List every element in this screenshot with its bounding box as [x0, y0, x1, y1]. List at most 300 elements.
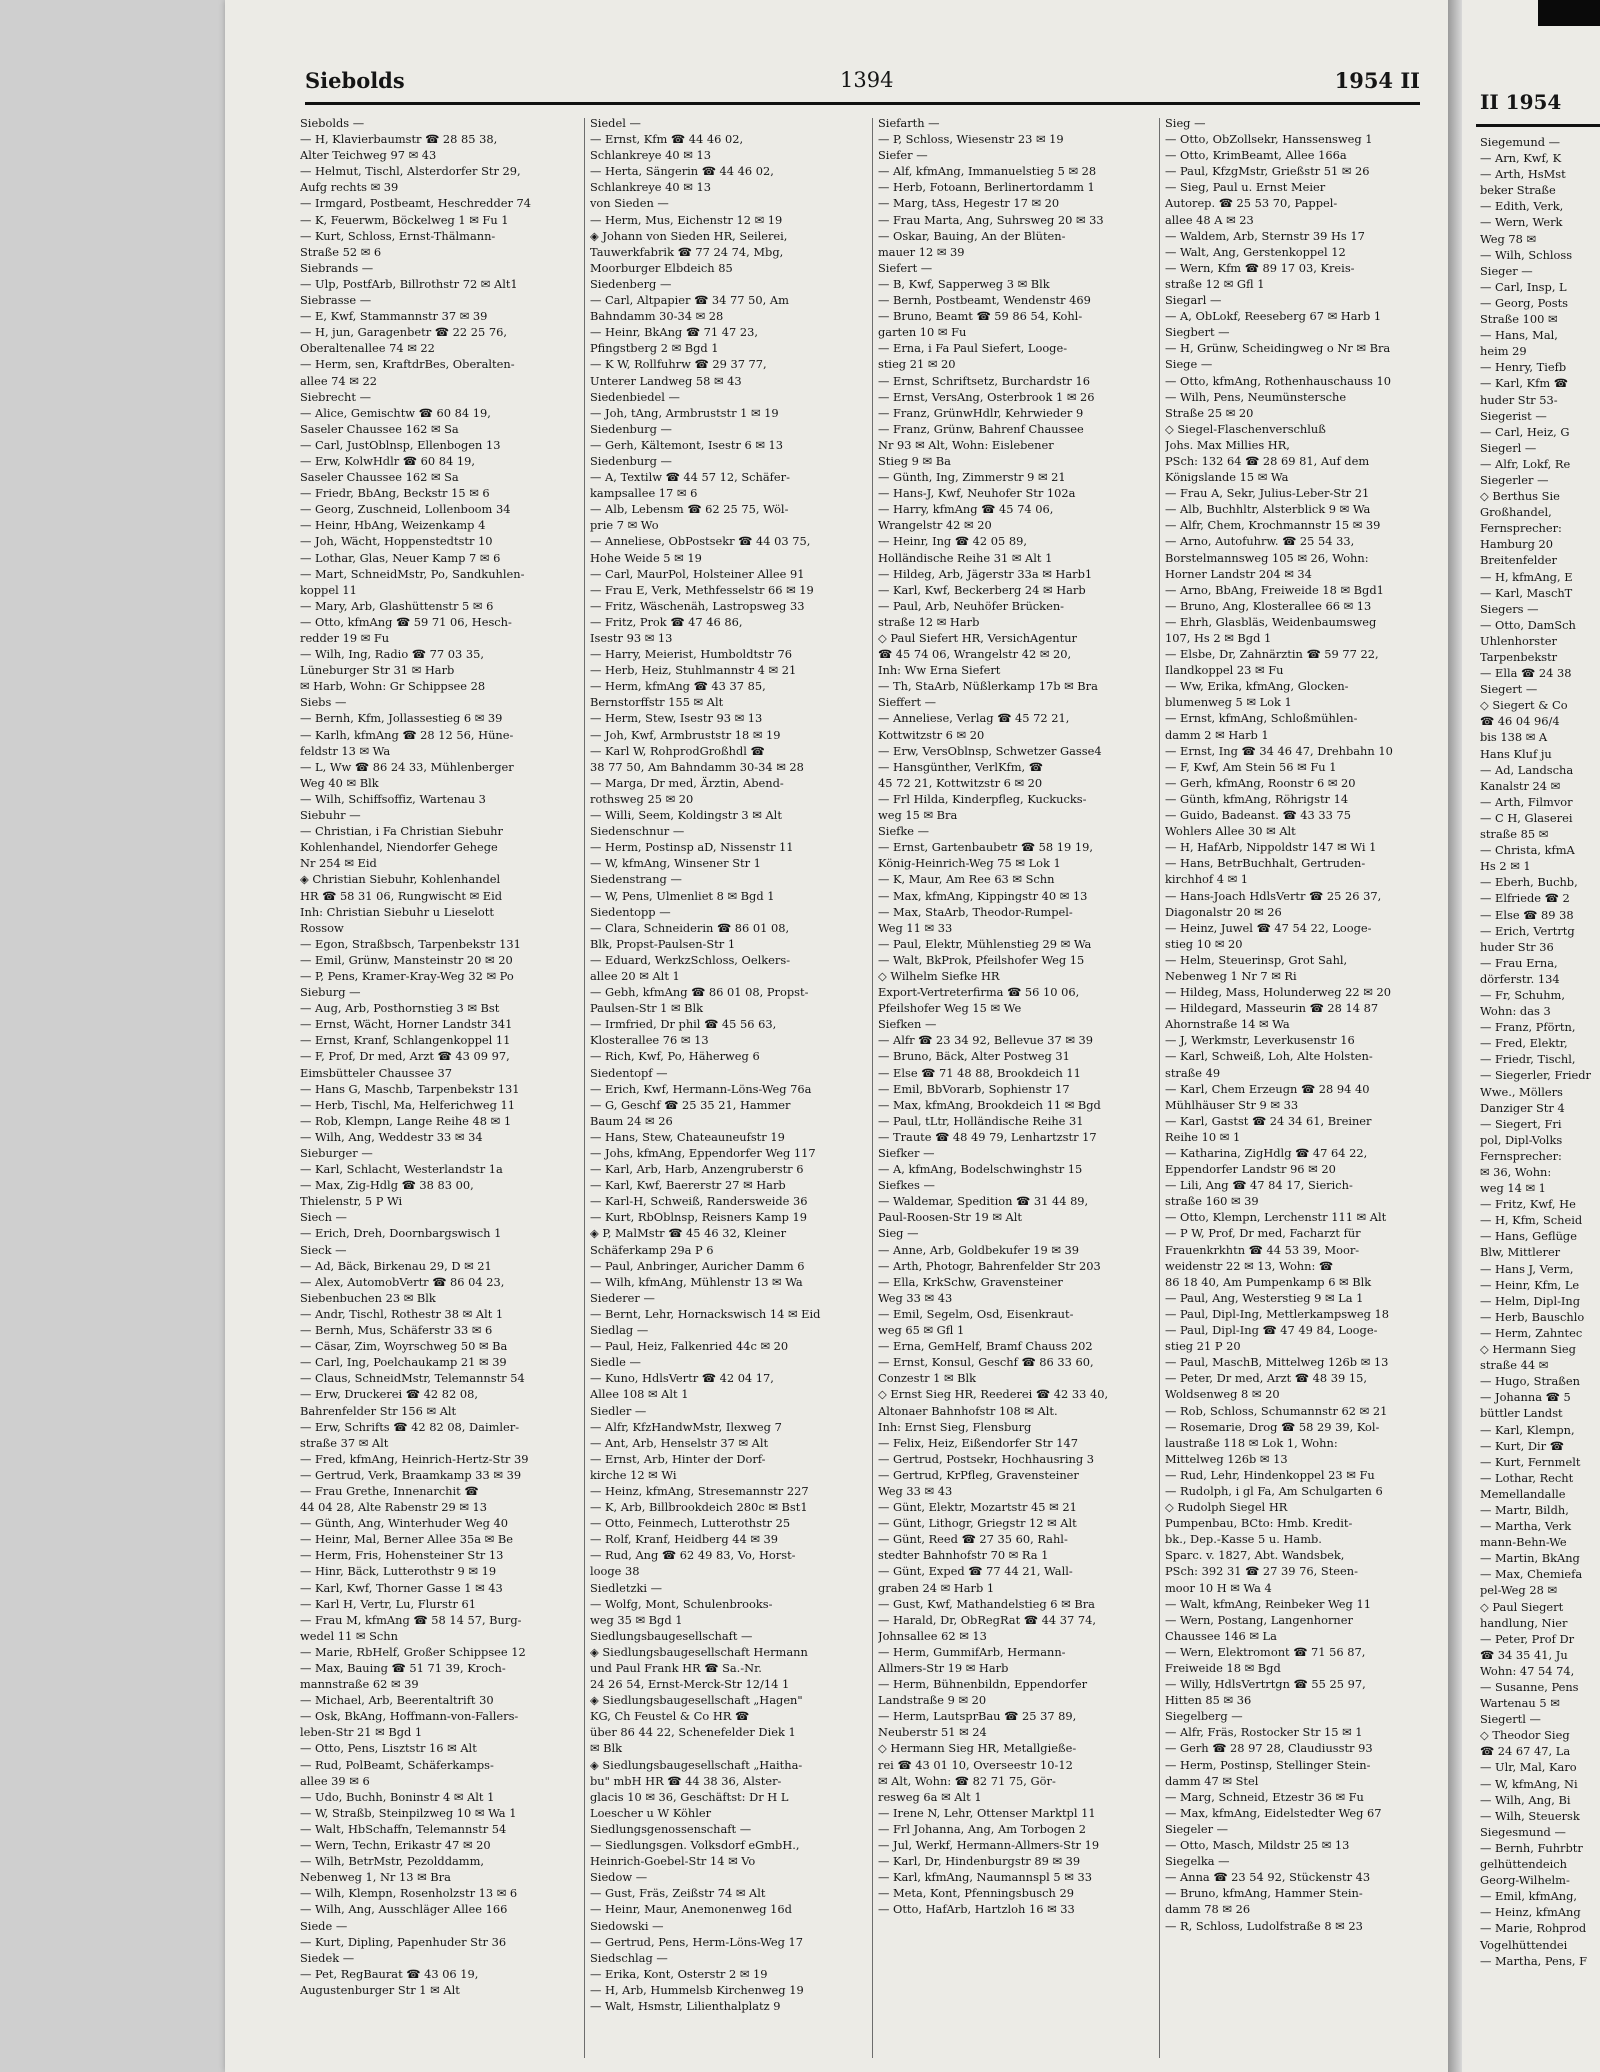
next-page-entry-line: — Fritz, Kwf, He	[1480, 1197, 1576, 1212]
directory-entry-line: — Paul, Heiz, Falkenried 44c ✉ 20	[590, 1339, 789, 1354]
directory-entry-line: weg 15 ✉ Bra	[878, 808, 958, 823]
directory-entry-line: — H, jun, Garagenbetr ☎ 22 25 76,	[300, 325, 507, 340]
directory-entry-line: — Karlh, kfmAng ☎ 28 12 56, Hüne-	[300, 727, 514, 742]
directory-entry-line: — Ant, Arb, Henselstr 37 ✉ Alt	[590, 1435, 769, 1450]
directory-entry-line: — Ad, Bäck, Birkenau 29, D ✉ 21	[300, 1258, 492, 1273]
next-page-entry-line: — Johanna ☎ 5	[1480, 1390, 1571, 1405]
next-page-entry-line: — Karl, Klempn,	[1480, 1422, 1575, 1437]
directory-entry-line: — Marg, tAss, Hegestr 17 ✉ 20	[878, 196, 1060, 211]
directory-entry-line: — Udo, Buchh, Boninstr 4 ✉ Alt 1	[300, 1789, 495, 1804]
directory-entry-line: Schäferkamp 29a P 6	[590, 1242, 714, 1257]
directory-entry-line: — Cäsar, Zim, Woyrschweg 50 ✉ Ba	[300, 1339, 508, 1354]
directory-entry-line: — Felix, Heiz, Eißendorfer Str 147	[878, 1435, 1078, 1450]
next-page-entry-line: ✉ 36, Wohn:	[1480, 1165, 1552, 1179]
directory-entry-line: 44 04 28, Alte Rabenstr 29 ✉ 13	[300, 1500, 488, 1515]
directory-entry-line: Landstraße 9 ✉ 20	[878, 1693, 987, 1708]
directory-entry-line: — W, kfmAng, Winsener Str 1	[590, 856, 761, 871]
directory-entry-line: — Harry, Meierist, Humboldtstr 76	[590, 647, 793, 662]
next-page-entry-line: Siegesmund —	[1480, 1824, 1566, 1839]
directory-entry-line: — Otto, Klempn, Lerchenstr 111 ✉ Alt	[1165, 1210, 1387, 1225]
directory-entry-line: — F, Prof, Dr med, Arzt ☎ 43 09 97,	[300, 1049, 510, 1064]
directory-entry-line: — Rob, Schloss, Schumannstr 62 ✉ 21	[1165, 1403, 1388, 1418]
directory-entry-line: — Otto, Feinmech, Lutterothstr 25	[590, 1516, 791, 1531]
directory-entry-line: Export-Vertreterfirma ☎ 56 10 06,	[878, 985, 1080, 1000]
directory-entry-line: — Clara, Schneiderin ☎ 86 01 08,	[590, 920, 790, 935]
next-page-entry-line: Weg 78 ✉	[1480, 231, 1537, 246]
directory-entry-line: Siefkes —	[878, 1178, 935, 1193]
page-header	[305, 62, 1420, 102]
directory-entry-line: weidenstr 22 ✉ 13, Wohn: ☎	[1165, 1258, 1334, 1273]
directory-entry-line: — Günth, Ing, Zimmerstr 9 ✉ 21	[878, 470, 1066, 485]
directory-entry-line: — Paul, Arb, Neuhöfer Brücken-	[878, 598, 1064, 613]
next-page-entry-line: weg 14 ✉ 1	[1480, 1181, 1546, 1196]
directory-entry-line: — Anna ☎ 23 54 92, Stückenstr 43	[1165, 1870, 1371, 1885]
directory-entry-line: — Waldem, Arb, Sternstr 39 Hs 17	[1165, 228, 1365, 243]
next-page-entry-line: — Wilh, Steuersk	[1480, 1808, 1580, 1823]
directory-entry-line: Siegarl —	[1165, 293, 1222, 308]
directory-entry-line: Johnsallee 62 ✉ 13	[878, 1628, 987, 1643]
next-page-entry-line: — Otto, DamSch	[1480, 617, 1576, 632]
directory-entry-line: looge 38	[590, 1564, 640, 1579]
directory-entry-line: — Herm, kfmAng ☎ 43 37 85,	[590, 679, 766, 694]
directory-entry-line: Allmers-Str 19 ✉ Harb	[878, 1661, 1009, 1675]
directory-entry-line: Loescher u W Köhler	[590, 1805, 712, 1820]
next-page-edge	[1462, 0, 1600, 2072]
directory-entry-line: HR ☎ 58 31 06, Rungwischt ✉ Eid	[300, 888, 503, 903]
directory-entry-line: über 86 44 22, Schenefelder Diek 1	[590, 1725, 796, 1740]
directory-entry-line: — Paul, MaschB, Mittelweg 126b ✉ 13	[1165, 1355, 1389, 1370]
directory-entry-line: Bahndamm 30-34 ✉ 28	[590, 309, 724, 324]
directory-entry-line: Nr 254 ✉ Eid	[300, 856, 377, 871]
directory-entry-line: Pumpenbau, BCto: Hmb. Kredit-	[1165, 1516, 1353, 1531]
directory-entry-line: — Günth, kfmAng, Röhrigstr 14	[1165, 791, 1349, 806]
next-page-entry-line: — Marie, Rohprod	[1480, 1921, 1587, 1936]
directory-entry-line: — Karl, Dr, Hindenburgstr 89 ✉ 39	[878, 1854, 1081, 1869]
directory-entry-line: — Gertrud, Verk, Braamkamp 33 ✉ 39	[300, 1467, 522, 1482]
directory-entry-line: — Gertrud, Postsekr, Hochhausring 3	[878, 1451, 1094, 1466]
directory-entry-line: — Hinr, Bäck, Lutterothstr 9 ✉ 19	[300, 1564, 497, 1579]
directory-entry-line: — Th, StaArb, Nüßlerkamp 17b ✉ Bra	[878, 679, 1098, 694]
directory-entry-line: — A, kfmAng, Bodelschwinghstr 15	[878, 1162, 1083, 1177]
directory-entry-line: Siedenstrang —	[590, 872, 682, 887]
next-page-entry-line: — Karl, MaschT	[1480, 585, 1573, 600]
directory-entry-line: — A, ObLokf, Reeseberg 67 ✉ Harb 1	[1165, 309, 1382, 324]
directory-entry-line: Frauenkrkhtn ☎ 44 53 39, Moor-	[1165, 1242, 1360, 1257]
directory-entry-line: — Karl, Kwf, Baererstr 27 ✉ Harb	[590, 1178, 786, 1193]
next-page-entry-line: pel-Weg 28 ✉	[1480, 1583, 1557, 1598]
column-divider	[872, 118, 873, 2058]
directory-entry-line: Conzestr 1 ✉ Blk	[878, 1371, 977, 1386]
directory-entry-line: — Wilh, Ing, Radio ☎ 77 03 35,	[300, 647, 484, 662]
directory-entry-line: 38 77 50, Am Bahndamm 30-34 ✉ 28	[590, 759, 804, 774]
directory-entry-line: Klosterallee 76 ✉ 13	[590, 1033, 709, 1048]
next-page-entry-line: — Heinz, kfmAng	[1480, 1905, 1581, 1920]
directory-entry-line: — Heinr, Ing ☎ 42 05 89,	[878, 534, 1028, 549]
directory-entry-line: Altonaer Bahnhofstr 108 ✉ Alt.	[878, 1403, 1058, 1418]
directory-entry-line: prie 7 ✉ Wo	[590, 518, 659, 533]
directory-entry-line: — Alfr ☎ 23 34 92, Bellevue 37 ✉ 39	[878, 1033, 1093, 1048]
directory-entry-line: stieg 10 ✉ 20	[1165, 936, 1243, 951]
directory-entry-line: — Alice, Gemischtw ☎ 60 84 19,	[300, 405, 491, 420]
directory-entry-line: — Herm, Stew, Isestr 93 ✉ 13	[590, 711, 763, 726]
next-page-entry-line: — Martha, Pens, F	[1480, 1953, 1588, 1968]
directory-entry-line: — Bernt, Lehr, Hornackswisch 14 ✉ Eid	[590, 1306, 821, 1321]
directory-entry-line: — Carl, Ing, Poelchaukamp 21 ✉ 39	[300, 1355, 507, 1370]
next-page-entry-line: — Bernh, Fuhrbtr	[1480, 1840, 1583, 1855]
directory-entry-line: — Georg, Zuschneid, Lollenboom 34	[300, 502, 511, 517]
directory-entry-line: — Jul, Werkf, Hermann-Allmers-Str 19	[878, 1838, 1100, 1853]
directory-entry-line: Siedle —	[590, 1355, 641, 1370]
next-page-entry-line: Fernsprecher:	[1480, 521, 1562, 536]
directory-entry-line: — Paul, Elektr, Mühlenstieg 29 ✉ Wa	[878, 936, 1092, 951]
directory-entry-line: Pfingstberg 2 ✉ Bgd 1	[590, 341, 719, 356]
directory-entry-line: — Herta, Sängerin ☎ 44 46 02,	[590, 164, 774, 179]
directory-entry-line: — Max, StaArb, Theodor-Rumpel-	[878, 904, 1073, 919]
directory-entry-line: Siederer —	[590, 1290, 655, 1305]
directory-entry-line: koppel 11	[300, 582, 357, 597]
next-page-column	[1480, 134, 1600, 1969]
next-page-entry-line: — Christa, kfmA	[1480, 843, 1575, 858]
next-page-entry-line: — Hans, Mal,	[1480, 328, 1558, 343]
directory-entry-line: Siedenburg —	[590, 421, 672, 436]
next-page-entry-line: Siegerl —	[1480, 440, 1537, 455]
directory-entry-line: Siefker —	[878, 1146, 935, 1160]
next-page-entry-line: ☎ 46 04 96/4	[1480, 714, 1560, 729]
directory-entry-line: — Willi, Seem, Koldingstr 3 ✉ Alt	[590, 808, 782, 823]
directory-entry-line: Siedowski —	[590, 1918, 664, 1933]
directory-entry-line: — Max, kfmAng, Brookdeich 11 ✉ Bgd	[878, 1097, 1101, 1112]
directory-entry-line: — B, Kwf, Sapperweg 3 ✉ Blk	[878, 276, 1050, 291]
directory-entry-line: Siedler —	[590, 1403, 647, 1418]
next-page-entry-line: — Eberh, Buchb,	[1480, 875, 1578, 890]
directory-entry-line: — Karl, Schlacht, Westerlandstr 1a	[300, 1162, 503, 1177]
next-page-entry-line: — Ulr, Mal, Karo	[1480, 1760, 1577, 1775]
next-page-entry-line: Vogelhüttendei	[1480, 1937, 1568, 1952]
directory-entry-line: — Emil, Segelm, Osd, Eisenkraut-	[878, 1306, 1074, 1321]
directory-entry-line: Schlankreye 40 ✉ 13	[590, 180, 711, 195]
directory-entry-line: — Guido, Badeanst. ☎ 43 33 75	[1165, 808, 1351, 823]
running-head-name: Siebolds	[305, 68, 405, 93]
directory-entry-line: — G, Geschf ☎ 25 35 21, Hammer	[590, 1097, 791, 1112]
directory-entry-line: — Gerh ☎ 28 97 28, Claudiusstr 93	[1165, 1741, 1373, 1756]
directory-entry-line: — Rob, Klempn, Lange Reihe 48 ✉ 1	[300, 1113, 512, 1128]
next-page-header-rule	[1476, 124, 1600, 127]
directory-entry-line: — Wilh, Ang, Weddestr 33 ✉ 34	[300, 1129, 483, 1144]
next-page-entry-line: — Alfr, Lokf, Re	[1480, 456, 1571, 471]
directory-entry-line: Sieburger —	[300, 1146, 373, 1160]
directory-entry-line: — Ulp, PostfArb, Billrothstr 72 ✉ Alt1	[300, 276, 518, 291]
next-page-entry-line: Sieger —	[1480, 263, 1533, 278]
directory-entry-line: — Anneliese, Verlag ☎ 45 72 21,	[878, 711, 1070, 726]
directory-entry-line: Tauwerkfabrik ☎ 77 24 74, Mbg,	[590, 244, 784, 259]
directory-entry-line: Siedschlag —	[590, 1950, 668, 1965]
next-page-entry-line: Hs 2 ✉ 1	[1480, 859, 1531, 874]
directory-entry-line: — Joh, Wächt, Hoppenstedtstr 10	[300, 534, 493, 549]
directory-entry-line: — Anne, Arb, Goldbekufer 19 ✉ 39	[878, 1242, 1080, 1257]
directory-entry-line: — K, Feuerwm, Böckelweg 1 ✉ Fu 1	[300, 212, 509, 227]
directory-entry-line: — Rudolph, i gl Fa, Am Schulgarten 6	[1165, 1483, 1383, 1498]
directory-entry-line: PSch: 392 31 ☎ 27 39 76, Steen-	[1165, 1564, 1358, 1579]
directory-entry-line: — Bernh, Kfm, Jollassestieg 6 ✉ 39	[300, 711, 503, 726]
directory-entry-line: — Walt, HbSchaffn, Telemannstr 54	[300, 1821, 507, 1836]
directory-entry-line: Siedenschnur —	[590, 824, 685, 839]
directory-entry-line: weg 65 ✉ Gfl 1	[878, 1323, 965, 1338]
directory-entry-line: ◇ Siegel-Flaschenverschluß	[1165, 421, 1326, 436]
directory-entry-line: — Andr, Tischl, Rothestr 38 ✉ Alt 1	[300, 1306, 504, 1321]
directory-entry-line: — Wilh, Klempn, Rosenholzstr 13 ✉ 6	[300, 1886, 518, 1901]
directory-entry-line: Siefken —	[878, 1017, 937, 1032]
directory-entry-line: Weg 11 ✉ 33	[878, 920, 953, 935]
directory-entry-line: — Gust, Fräs, Zeißstr 74 ✉ Alt	[590, 1886, 766, 1901]
directory-entry-line: — Erw, VersOblnsp, Schwetzer Gasse4	[878, 743, 1102, 758]
directory-entry-line: mauer 12 ✉ 39	[878, 244, 965, 259]
directory-entry-line: — Claus, SchneidMstr, Telemannstr 54	[300, 1371, 525, 1386]
next-page-entry-line: — Martin, BkAng	[1480, 1551, 1580, 1566]
next-page-entry-line: gelhüttendeich	[1480, 1857, 1567, 1872]
directory-entry-line: — P, Schloss, Wiesenstr 23 ✉ 19	[878, 132, 1064, 147]
directory-entry-line: — Erw, Druckerei ☎ 42 82 08,	[300, 1387, 478, 1402]
next-page-entry-line: — Karl, Kfm ☎	[1480, 376, 1568, 391]
directory-entry-line: ◈ Christian Siebuhr, Kohlenhandel	[300, 872, 501, 887]
directory-entry-line: Siedletzki —	[590, 1580, 662, 1595]
next-page-entry-line: Georg-Wilhelm-	[1480, 1873, 1570, 1888]
directory-entry-line: — Erich, Dreh, Doornbargswisch 1	[300, 1226, 502, 1241]
next-page-entry-line: — Frau Erna,	[1480, 955, 1558, 970]
next-page-entry-line: huder Str 36	[1480, 939, 1554, 954]
directory-entry-line: Siegbert —	[1165, 325, 1230, 340]
directory-entry-line: — W, Straßb, Steinpilzweg 10 ✉ Wa 1	[300, 1805, 517, 1820]
directory-entry-line: — Frau Grethe, Innenarchit ☎	[300, 1483, 479, 1498]
directory-entry-line: Saseler Chaussee 162 ✉ Sa	[300, 470, 459, 485]
directory-entry-line: straße 160 ✉ 39	[1165, 1194, 1259, 1209]
next-page-entry-line: — Arth, HsMst	[1480, 167, 1566, 182]
directory-entry-line: — Hans G, Maschb, Tarpenbekstr 131	[300, 1081, 520, 1096]
next-page-entry-line: — Siegerler, Friedr	[1480, 1068, 1591, 1083]
directory-entry-line: straße 49	[1165, 1065, 1221, 1080]
directory-entry-line: — Alfr, Chem, Krochmannstr 15 ✉ 39	[1165, 518, 1381, 533]
directory-entry-line: — Karl H, Vertr, Lu, Flurstr 61	[300, 1596, 477, 1611]
directory-entry-line: — Oskar, Bauing, An der Blüten-	[878, 228, 1066, 243]
directory-entry-line: — Max, Bauing ☎ 51 71 39, Kroch-	[300, 1661, 506, 1675]
directory-entry-line: glacis 10 ✉ 36, Geschäftst: Dr H L	[590, 1789, 789, 1804]
directory-entry-line: — H, HafArb, Nippoldstr 147 ✉ Wi 1	[1165, 840, 1377, 855]
directory-entry-line: — Alex, AutomobVertr ☎ 86 04 23,	[300, 1274, 505, 1289]
directory-entry-line: — Christian, i Fa Christian Siebuhr	[300, 824, 503, 839]
directory-entry-line: — Rud, Lehr, Hindenkoppel 23 ✉ Fu	[1165, 1467, 1375, 1482]
next-page-entry-line: Breitenfelder	[1480, 553, 1557, 568]
running-head-year: 1954 II	[1334, 68, 1420, 93]
next-page-entry-line: — Martr, Bildh,	[1480, 1502, 1569, 1517]
next-page-entry-line: Wohn: 47 54 74,	[1480, 1663, 1575, 1678]
directory-entry-line: Unterer Landweg 58 ✉ 43	[590, 373, 742, 388]
column-4	[1165, 115, 1447, 2055]
directory-entry-line: Blk, Propst-Paulsen-Str 1	[590, 936, 736, 951]
directory-entry-line: Mühlhäuser Str 9 ✉ 33	[1165, 1097, 1299, 1112]
directory-entry-line: Neuberstr 51 ✉ 24	[878, 1725, 987, 1740]
directory-entry-line: Wohlers Allee 30 ✉ Alt	[1165, 824, 1296, 839]
directory-entry-line: Paulsen-Str 1 ✉ Blk	[590, 1001, 704, 1016]
directory-entry-line: — K, Arb, Billbrookdeich 280c ✉ Bst1	[590, 1500, 808, 1515]
directory-entry-line: 45 72 21, Kottwitzstr 6 ✉ 20	[878, 775, 1043, 790]
directory-entry-line: — Otto, HafArb, Hartzloh 16 ✉ 33	[878, 1902, 1075, 1917]
directory-entry-line: Borstelmannsweg 105 ✉ 26, Wohn:	[1165, 550, 1369, 565]
directory-entry-line: — Carl, Altpapier ☎ 34 77 50, Am	[590, 293, 789, 308]
directory-entry-line: — Hans-Joach HdlsVertr ☎ 25 26 37,	[1165, 888, 1382, 903]
directory-entry-line: — Heinr, Maur, Anemonenweg 16d	[590, 1902, 792, 1917]
next-page-entry-line: — Carl, Insp, L	[1480, 279, 1567, 294]
next-page-entry-line: — Kurt, Fernmelt	[1480, 1454, 1581, 1469]
directory-entry-line: Kohlenhandel, Niendorfer Gehege	[300, 840, 498, 855]
directory-entry-line: Baum 24 ✉ 26	[590, 1113, 673, 1128]
directory-entry-line: Siedlag —	[590, 1323, 649, 1338]
directory-entry-line: — Otto, Masch, Mildstr 25 ✉ 13	[1165, 1838, 1350, 1853]
directory-entry-line: — Harry, kfmAng ☎ 45 74 06,	[878, 502, 1054, 517]
directory-entry-line: — H, Arb, Hummelsb Kirchenweg 19	[590, 1982, 804, 1997]
column-divider	[584, 118, 585, 2058]
directory-entry-line: — Otto, KrimBeamt, Allee 166a	[1165, 148, 1347, 163]
directory-entry-line: — Irmfried, Dr phil ☎ 45 56 63,	[590, 1017, 777, 1032]
next-page-entry-line: — Emil, kfmAng,	[1480, 1889, 1578, 1904]
directory-entry-line: Paul-Roosen-Str 19 ✉ Alt	[878, 1210, 1023, 1225]
directory-entry-line: Straße 52 ✉ 6	[300, 244, 382, 259]
next-page-entry-line: — Wilh, Ang, Bi	[1480, 1792, 1571, 1807]
directory-entry-line: Eppendorfer Landstr 96 ✉ 20	[1165, 1162, 1336, 1177]
directory-entry-line: Siedentopf —	[590, 1065, 668, 1080]
directory-entry-line: — Rud, PolBeamt, Schäferkamps-	[300, 1757, 494, 1772]
next-page-entry-line: mann-Behn-We	[1480, 1535, 1567, 1550]
directory-entry-line: — Ernst, Wächt, Horner Landstr 341	[300, 1017, 513, 1032]
next-page-entry-line: pol, Dipl-Volks	[1480, 1132, 1563, 1147]
next-page-entry-line: — Hans, Geflüge	[1480, 1229, 1577, 1244]
directory-entry-line: — Bernh, Postbeamt, Wendenstr 469	[878, 293, 1091, 308]
directory-entry-line: — Alf, kfmAng, Immanuelstieg 5 ✉ 28	[878, 164, 1097, 179]
directory-entry-line: — Herm, Fris, Hohensteiner Str 13	[300, 1548, 504, 1563]
directory-entry-line: — Herb, Fotoann, Berlinertordamm 1	[878, 180, 1095, 195]
directory-entry-line: — Günt, Elektr, Mozartstr 45 ✉ 21	[878, 1500, 1077, 1515]
directory-entry-line: — Wilh, kfmAng, Mühlenstr 13 ✉ Wa	[590, 1274, 803, 1289]
directory-entry-line: — E, Kwf, Stammannstr 37 ✉ 39	[300, 309, 488, 324]
directory-entry-line: — Gerh, kfmAng, Roonstr 6 ✉ 20	[1165, 775, 1356, 790]
directory-entry-line: bk., Dep.-Kasse 5 u. Hamb.	[1165, 1532, 1322, 1547]
directory-entry-line: Siedentopp —	[590, 904, 671, 919]
next-page-entry-line: — Else ☎ 89 38	[1480, 907, 1574, 922]
directory-entry-line: — Alfr, Fräs, Rostocker Str 15 ✉ 1	[1165, 1725, 1363, 1740]
directory-entry-line: — Erw, Schrifts ☎ 42 82 08, Daimler-	[300, 1419, 520, 1434]
directory-entry-line: — Ernst, Arb, Hinter der Dorf-	[590, 1451, 766, 1466]
directory-entry-line: — Karl W, RohprodGroßhdl ☎	[590, 743, 765, 758]
directory-entry-line: damm 2 ✉ Harb 1	[1165, 727, 1269, 742]
directory-entry-line: — Erw, KolwHdlr ☎ 60 84 19,	[300, 453, 475, 468]
directory-entry-line: Eimsbütteler Chaussee 37	[300, 1065, 453, 1080]
directory-entry-line: Saseler Chaussee 162 ✉ Sa	[300, 421, 459, 436]
directory-entry-line: — R, Schloss, Ludolfstraße 8 ✉ 23	[1165, 1918, 1363, 1933]
directory-entry-line: Autorep. ☎ 25 53 70, Pappel-	[1165, 196, 1338, 211]
directory-entry-line: allee 39 ✉ 6	[300, 1773, 370, 1788]
next-page-entry-line: beker Straße	[1480, 183, 1556, 198]
directory-entry-line: Thielenstr, 5 P Wi	[300, 1194, 403, 1209]
directory-entry-line: — Hansgünther, VerlKfm, ☎	[878, 759, 1043, 774]
directory-entry-line: ◈ Siedlungsbaugesellschaft Hermann	[590, 1644, 808, 1659]
directory-entry-line: — Arno, Autofuhrw. ☎ 25 54 33,	[1165, 534, 1355, 549]
directory-entry-line: — Karl, Chem Erzeugn ☎ 28 94 40	[1165, 1081, 1370, 1096]
directory-entry-line: Sieburg —	[300, 985, 361, 1000]
directory-entry-line: — Herb, Heiz, Stuhlmannstr 4 ✉ 21	[590, 663, 797, 678]
directory-entry-line: straße 37 ✉ Alt	[300, 1435, 389, 1450]
directory-entry-line: Hohe Weide 5 ✉ 19	[590, 550, 702, 565]
directory-entry-line: — Lili, Ang ☎ 47 84 17, Sierich-	[1165, 1178, 1353, 1193]
directory-entry-line: — Else ☎ 71 48 88, Brookdeich 11	[878, 1065, 1081, 1080]
directory-entry-line: — H, Klavierbaumstr ☎ 28 85 38,	[300, 132, 498, 147]
directory-entry-line: — Karl, Gastst ☎ 24 34 61, Breiner	[1165, 1113, 1372, 1128]
directory-entry-line: Freiweide 18 ✉ Bgd	[1165, 1661, 1281, 1675]
directory-entry-line: Siedel —	[590, 116, 641, 130]
next-page-entry-line: heim 29	[1480, 344, 1527, 359]
next-page-entry-line: — Susanne, Pens	[1480, 1680, 1579, 1694]
next-page-entry-line: Blw, Mittlerer	[1480, 1245, 1561, 1260]
directory-entry-line: allee 48 A ✉ 23	[1165, 212, 1254, 227]
directory-entry-line: von Sieden —	[590, 196, 669, 211]
header-rule	[305, 102, 1420, 105]
directory-entry-line: KG, Ch Feustel & Co HR ☎	[590, 1709, 750, 1724]
next-page-entry-line: Siegemund —	[1480, 135, 1560, 149]
next-page-entry-line: Siegert —	[1480, 682, 1538, 697]
column-3	[878, 115, 1160, 2055]
directory-entry-line: — Herm, sen, KraftdrBes, Oberalten-	[300, 357, 515, 372]
directory-entry-line: ◈ Siedlungsbaugesellschaft „Haitha-	[590, 1757, 803, 1772]
directory-entry-line: Sieg —	[1165, 116, 1206, 130]
next-page-entry-line: — H, Kfm, Scheid	[1480, 1213, 1583, 1228]
directory-entry-line: — Marg, Schneid, Etzestr 36 ✉ Fu	[1165, 1789, 1364, 1804]
directory-entry-line: — Wilh, BetrMstr, Pezolddamm,	[300, 1854, 485, 1869]
directory-entry-line: — Otto, kfmAng, Rothenhauschauss 10	[1165, 373, 1391, 388]
directory-entry-line: — K W, Rollfuhrw ☎ 29 37 77,	[590, 357, 767, 372]
directory-entry-line: — Frau A, Sekr, Julius-Leber-Str 21	[1165, 486, 1370, 501]
next-page-entry-line: Wwe., Möllers	[1480, 1084, 1563, 1099]
directory-entry-line: — Max, Zig-Hdlg ☎ 38 83 00,	[300, 1178, 474, 1193]
directory-entry-line: — Katharina, ZigHdlg ☎ 47 64 22,	[1165, 1146, 1368, 1160]
directory-entry-line: leben-Str 21 ✉ Bgd 1	[300, 1725, 423, 1740]
next-page-entry-line: — Arth, Filmvor	[1480, 794, 1573, 809]
next-page-entry-line: Tarpenbekstr	[1480, 650, 1558, 664]
directory-entry-line: — Herm, GummifArb, Hermann-	[878, 1644, 1066, 1659]
directory-entry-line: ◈ Johann von Sieden HR, Seilerei,	[590, 228, 788, 243]
directory-entry-line: — Rud, Ang ☎ 62 49 83, Vo, Horst-	[590, 1548, 796, 1563]
directory-entry-line: bu" mbH HR ☎ 44 38 36, Alster-	[590, 1773, 782, 1788]
directory-entry-line: Ilandkoppel 23 ✉ Fu	[1165, 663, 1284, 678]
directory-entry-line: — Joh, Kwf, Armbruststr 18 ✉ 19	[590, 727, 781, 742]
directory-entry-line: — Mary, Arb, Glashüttenstr 5 ✉ 6	[300, 598, 494, 613]
directory-entry-line: allee 74 ✉ 22	[300, 373, 377, 388]
directory-entry-line: — Paul, Dipl-Ing, Mettlerkampsweg 18	[1165, 1306, 1390, 1321]
directory-entry-line: Isestr 93 ✉ 13	[590, 631, 673, 645]
directory-entry-line: — Alfr, KfzHandwMstr, Ilexweg 7	[590, 1419, 782, 1434]
next-page-entry-line: — Siegert, Fri	[1480, 1116, 1562, 1131]
directory-entry-line: — W, Pens, Ulmenliet 8 ✉ Bgd 1	[590, 888, 775, 903]
directory-entry-line: — Otto, ObZollsekr, Hanssensweg 1	[1165, 132, 1373, 147]
directory-entry-line: Siede —	[300, 1918, 348, 1933]
directory-entry-line: stieg 21 ✉ 20	[878, 357, 956, 372]
directory-entry-line: — Erna, GemHelf, Bramf Chauss 202	[878, 1339, 1093, 1354]
directory-entry-line: — P W, Prof, Dr med, Facharzt für	[1165, 1226, 1361, 1241]
directory-entry-line: — Wilh, Pens, Neumünstersche	[1165, 389, 1347, 404]
directory-entry-line: — Ernst, Kfm ☎ 44 46 02,	[590, 132, 744, 147]
directory-entry-line: — Irmgard, Postbeamt, Heschredder 74	[300, 196, 532, 211]
directory-entry-line: — Wern, Postang, Langenhorner	[1165, 1612, 1353, 1627]
book-gutter	[1448, 0, 1462, 2072]
directory-entry-line: redder 19 ✉ Fu	[300, 631, 390, 645]
directory-entry-line: — Ernst, Gartenbaubetr ☎ 58 19 19,	[878, 840, 1094, 855]
directory-entry-line: — Walt, Ang, Gerstenkoppel 12	[1165, 244, 1346, 259]
